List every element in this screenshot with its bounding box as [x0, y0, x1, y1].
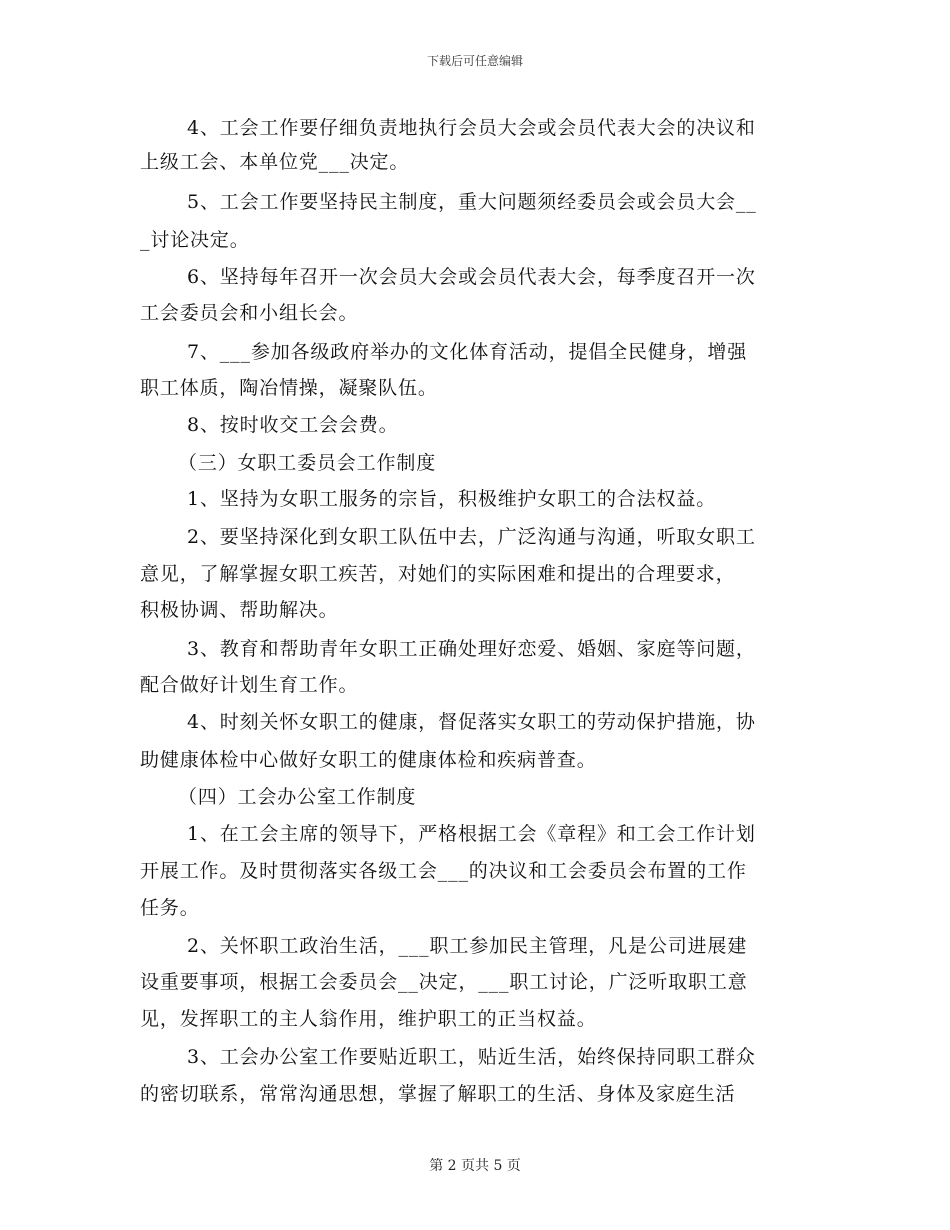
paragraph-line: 6、坚持每年召开一次会员大会或会员代表大会，每季度召开一次: [187, 266, 756, 288]
paragraph-line: 4、时刻关怀女职工的健康，督促落实女职工的劳动保护措施，协: [187, 711, 756, 733]
paragraph-line: _讨论决定。: [140, 229, 250, 251]
paragraph-line: 职工体质，陶冶情操，凝聚队伍。: [140, 377, 438, 399]
paragraph-line: 任务。: [140, 897, 200, 919]
page-header: 下载后可任意编辑: [426, 54, 523, 68]
page-footer: 第 2 页共 5 页: [429, 1158, 521, 1174]
paragraph-line: 意见，了解掌握女职工疾苦，对她们的实际困难和提出的合理要求，: [140, 563, 736, 585]
paragraph-line: 见，发挥职工的主人翁作用，维护职工的正当权益。: [140, 1008, 597, 1030]
paragraph-line: 5、工会工作要坚持民主制度，重大问题须经委员会或会员大会__: [187, 191, 757, 213]
paragraph-line: 4、工会工作要仔细负责地执行会员大会或会员代表大会的决议和: [187, 117, 756, 139]
paragraph-line: 3、教育和帮助青年女职工正确处理好恋爱、婚姻、家庭等问题，: [187, 638, 756, 660]
paragraph-line: 1、在工会主席的领导下，严格根据工会《章程》和工会工作计划: [187, 823, 756, 845]
paragraph-line: 设重要事项，根据工会委员会__决定，___职工讨论，广泛听取职工意: [140, 971, 748, 993]
paragraph-line: 上级工会、本单位党___决定。: [140, 151, 410, 173]
paragraph-line: 工会委员会和小组长会。: [140, 302, 359, 324]
paragraph-line: 2、关怀职工政治生活，___职工参加民主管理，凡是公司进展建: [187, 935, 748, 957]
paragraph-line: 2、要坚持深化到女职工队伍中去，广泛沟通与沟通，听取女职工: [187, 526, 756, 548]
section-heading: （四）工会办公室工作制度: [178, 786, 417, 808]
paragraph-line: 积极协调、帮助解决。: [140, 599, 339, 621]
paragraph-line: 的密切联系，常常沟通思想，掌握了解职工的生活、身体及家庭生活: [140, 1083, 736, 1105]
paragraph-line: 3、工会办公室工作要贴近职工，贴近生活，始终保持同职工群众: [187, 1046, 756, 1068]
paragraph-line: 8、按时收交工会会费。: [187, 414, 399, 436]
section-heading: （三）女职工委员会工作制度: [178, 452, 437, 474]
paragraph-line: 开展工作。及时贯彻落实各级工会___的决议和工会委员会布置的工作: [140, 860, 747, 882]
paragraph-line: 配合做好计划生育工作。: [140, 674, 359, 696]
paragraph-line: 1、坚持为女职工服务的宗旨，积极维护女职工的合法权益。: [187, 488, 717, 510]
paragraph-line: 助健康体检中心做好女职工的健康体检和疾病普查。: [140, 749, 597, 771]
paragraph-line: 7、___参加各级政府举办的文化体育活动，提倡全民健身，增强: [187, 341, 748, 363]
